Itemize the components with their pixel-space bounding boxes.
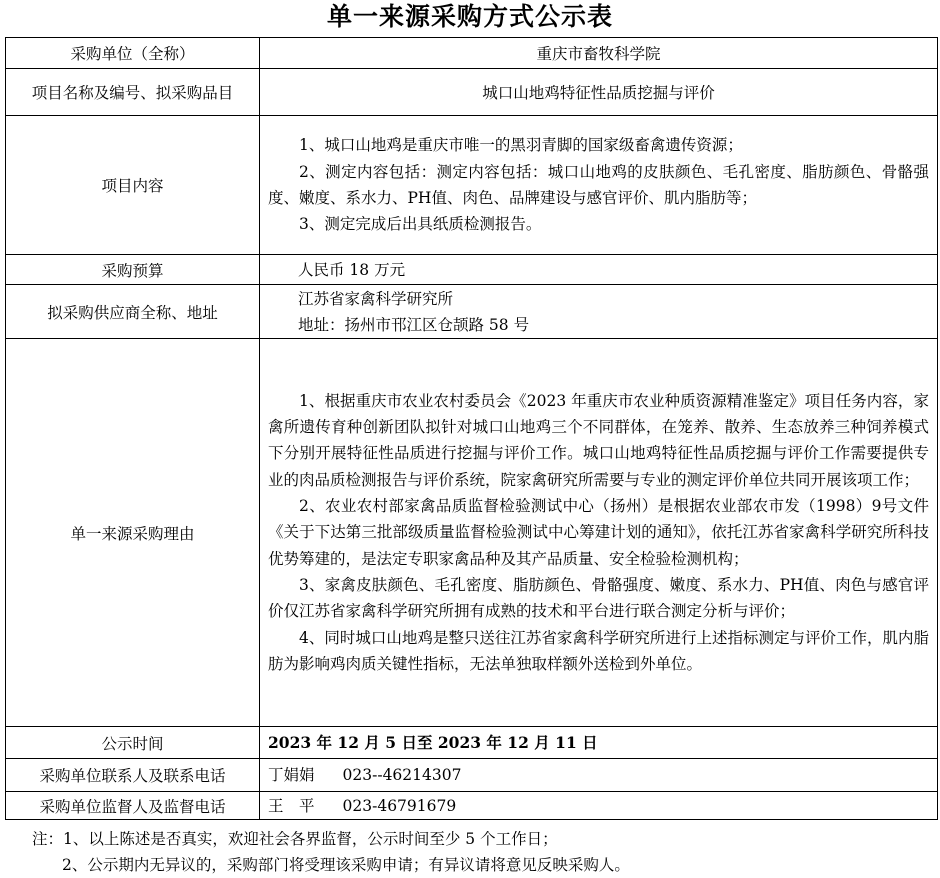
period-label: 公示时间 [6, 727, 260, 759]
project-label: 项目名称及编号、拟采购品目 [6, 69, 260, 116]
supplier-value [260, 285, 938, 339]
contact-name: 丁娟娟 [268, 766, 315, 784]
period-value: 2023 年 12 月 5 日至 2023 年 12 月 11 日 [260, 727, 938, 759]
unit-value: 重庆市畜牧科学院 [260, 38, 938, 69]
content-paragraph-1: 1、城口山地鸡是重庆市唯一的黑羽青脚的国家级畜禽遗传资源； [299, 136, 743, 155]
row-contact [6, 759, 938, 792]
supplier-address: 地址：扬州市邗江区仓颉路 58 号 [298, 315, 530, 334]
row-period [6, 727, 938, 759]
note-1: 注：1、以上陈述是否真实，欢迎社会各界监督，公示时间至少 5 个工作日； [32, 830, 558, 848]
note-2: 2、公示期内无异议的，采购部门将受理该采购申请；有异议请将意见反映采购人。 [62, 856, 630, 874]
reason-value [260, 339, 938, 727]
supervisor-phone: 023-46791679 [342, 796, 457, 815]
contact-value [260, 759, 938, 792]
row-supervisor [6, 792, 938, 820]
row-supplier [6, 285, 938, 339]
supervisor-name: 王 平 [268, 796, 315, 815]
row-unit [6, 38, 938, 69]
reason-label: 单一来源采购理由 [6, 339, 260, 727]
reason-paragraph-2: 2、农业农村部家禽品质监督检验测试中心（扬州）是根据农业部农市发（1998）9号文件《关于下达第三批部级质量监督检验测试中心筹建计划的通知》，依托江苏省家禽科学研究所科技优势筹建的，是法定专职家禽品种及其产品质量、安全检验检测机构； [268, 497, 929, 568]
procurement-table [5, 37, 938, 820]
project-value: 城口山地鸡特征性品质挖掘与评价 [260, 69, 938, 116]
unit-label: 采购单位（全称） [6, 38, 260, 69]
budget-value [260, 255, 938, 285]
budget-text: 人民币 18 万元 [298, 260, 406, 279]
contact-label: 采购单位联系人及联系电话 [6, 759, 260, 792]
content-label: 项目内容 [6, 116, 260, 255]
content-paragraph-3: 3、测定完成后出具纸质检测报告。 [299, 215, 542, 234]
reason-paragraph-3: 3、家禽皮肤颜色、毛孔密度、脂肪颜色、骨骼强度、嫩度、系水力、PH值、肉色与感官评价仅江苏省家禽科学研究所拥有成熟的技术和平台进行联合测定分析与评价； [268, 575, 929, 621]
reason-paragraph-4: 4、同时城口山地鸡是整只送往江苏省家禽科学研究所进行上述指标测定与评价工作，肌内脂肪为影响鸡肉质关键性指标，无法单独取样额外送检到外单位。 [268, 628, 929, 673]
content-value [260, 116, 938, 255]
notes [32, 826, 932, 878]
supervisor-label: 采购单位监督人及监督电话 [6, 792, 260, 820]
contact-phone: 023--46214307 [342, 766, 462, 784]
row-budget [6, 255, 938, 285]
row-project [6, 69, 938, 116]
supplier-name: 江苏省家禽科学研究所 [298, 289, 454, 308]
budget-label: 采购预算 [6, 255, 260, 285]
content-paragraph-2: 2、测定内容包括：测定内容包括：城口山地鸡的皮肤颜色、毛孔密度、脂肪颜色、骨骼强度、嫩度、系水力、PH值、肉色、品牌建设与感官评价、肌内脂肪等； [268, 162, 929, 207]
supervisor-value [260, 792, 938, 820]
page-title: 单一来源采购方式公示表 [326, 2, 613, 31]
reason-paragraph-1: 1、根据重庆市农业农村委员会《2023 年重庆市农业种质资源精准鉴定》项目任务内容，家禽所遗传育种创新团队拟针对城口山地鸡三个不同群体，在笼养、散养、生态放养三种饲养模式下分别开展特征性品质进行挖掘与评价工作。城口山地鸡特征性品质挖掘与评价工作需要提供专业的肉品质检测报告与评价系统，院家禽研究所需要与专业的测定评价单位共同开展该项工作； [268, 391, 929, 489]
row-content [6, 116, 938, 255]
row-reason [6, 339, 938, 727]
supplier-label: 拟采购供应商全称、地址 [6, 285, 260, 339]
